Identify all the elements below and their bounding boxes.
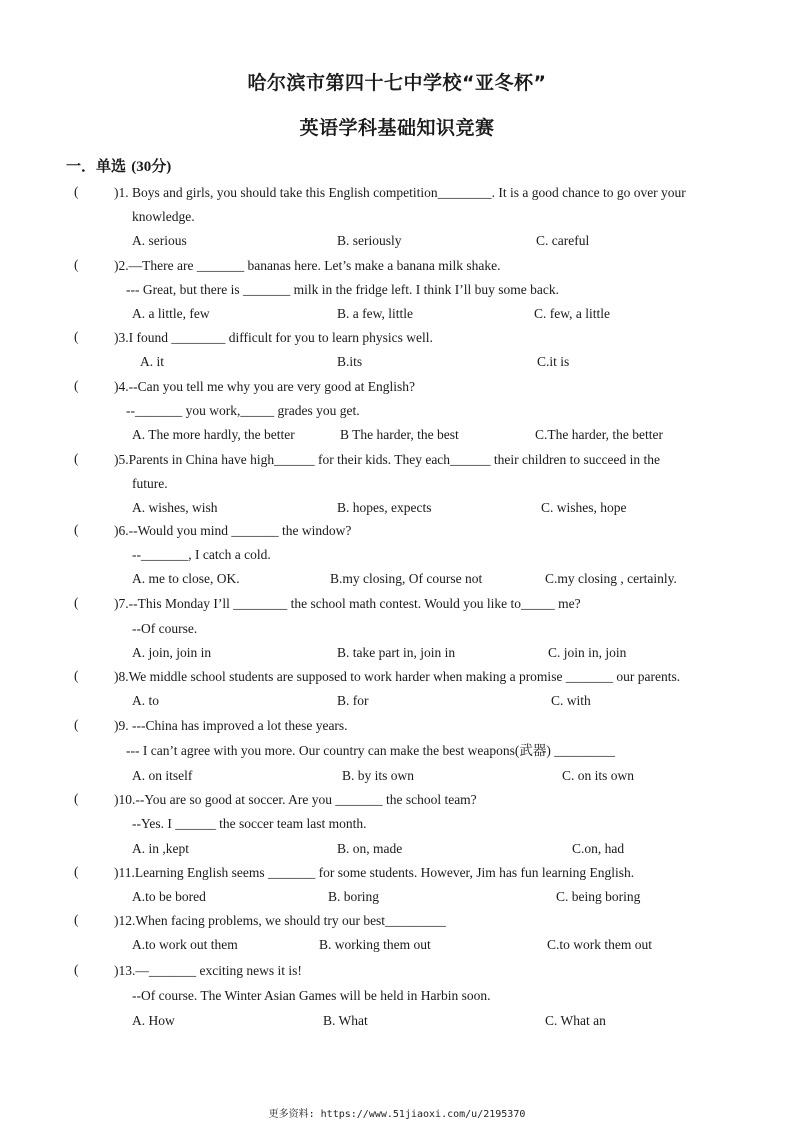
- question-12-option-c: C.to work them out: [547, 937, 652, 952]
- question-5-line-2: future.: [132, 476, 168, 491]
- answer-paren-open: (: [74, 912, 79, 927]
- question-2-line-2: --- Great, but there is _______ milk in the fridge left. I think I’ll buy some back.: [126, 282, 560, 297]
- question-13-option-b: B. What: [323, 1013, 368, 1028]
- answer-paren-open: (: [74, 329, 79, 344]
- question-8-text: )8.We middle school students are supposed to work harder when making a promise _______ our parents.: [114, 669, 681, 684]
- section-heading: [66, 155, 171, 176]
- question-5-option-a: A. wishes, wish: [132, 500, 218, 515]
- question-4-option-a: A. The more hardly, the better: [132, 427, 295, 442]
- page-title: 哈尔滨市第四十七中学校“亚冬杯”: [247, 72, 547, 94]
- question-5-option-c: C. wishes, hope: [541, 500, 627, 515]
- answer-paren-open: (: [74, 378, 79, 393]
- question-10-option-c: C.on, had: [572, 841, 625, 856]
- question-6-option-c: C.my closing , certainly.: [545, 571, 677, 586]
- question-2-text: )2.—There are _______ bananas here. Let’s make a banana milk shake.: [114, 258, 501, 273]
- question-10-line-2: --Yes. I ______ the soccer team last month.: [132, 816, 367, 831]
- question-4-option-c: C.The harder, the better: [535, 427, 664, 442]
- question-7-option-b: B. take part in, join in: [337, 645, 456, 660]
- answer-paren-open: (: [74, 717, 79, 732]
- footer-link[interactable]: 更多资料: https://www.51jiaoxi.com/u/2195370: [268, 1109, 526, 1120]
- question-2-option-a: A. a little, few: [132, 306, 210, 321]
- question-12-text: )12.When facing problems, we should try our best_________: [114, 913, 446, 928]
- question-3-option-b: B.its: [337, 354, 363, 369]
- question-12-option-b: B. working them out: [319, 937, 431, 952]
- answer-paren-open: (: [74, 595, 79, 610]
- question-11-option-a: A.to be bored: [132, 889, 206, 904]
- question-11-text: )11.Learning English seems _______ for some students. However, Jim has fun learning English.: [114, 865, 635, 880]
- question-12-option-a: A.to work out them: [132, 937, 238, 952]
- question-5-text: )5.Parents in China have high______ for their kids. They each______ their children to succeed in the: [114, 452, 660, 467]
- question-11-option-c: C. being boring: [556, 889, 641, 904]
- question-6-option-b: B.my closing, Of course not: [330, 571, 483, 586]
- question-13-line-2: --Of course. The Winter Asian Games will be held in Harbin soon.: [132, 988, 491, 1003]
- question-6-line-2: --_______, I catch a cold.: [132, 547, 271, 562]
- answer-paren-open: (: [74, 864, 79, 879]
- question-3-option-c: C.it is: [537, 354, 570, 369]
- question-1-text: )1. Boys and girls, you should take this English competition________. It is a good chance to go over your: [114, 185, 686, 200]
- answer-paren-open: (: [74, 522, 79, 537]
- question-9-option-a: A. on itself: [132, 768, 193, 783]
- question-1-option-b: B. seriously: [337, 233, 402, 248]
- section-points: (30分): [131, 159, 172, 175]
- question-13-option-a: A. How: [132, 1013, 175, 1028]
- question-4-line-2: --_______ you work,_____ grades you get.: [126, 403, 360, 418]
- answer-paren-open: (: [74, 962, 79, 977]
- question-10-text: )10.--You are so good at soccer. Are you _______ the school team?: [114, 792, 477, 807]
- question-5-option-b: B. hopes, expects: [337, 500, 432, 515]
- question-8-option-b: B. for: [337, 693, 369, 708]
- section-label: 一．单选: [66, 157, 127, 175]
- question-2-option-c: C. few, a little: [534, 306, 610, 321]
- question-9-line-2: --- I can’t agree with you more. Our country can make the best weapons(武器) _________: [126, 743, 615, 758]
- question-4-text: )4.--Can you tell me why you are very good at English?: [114, 379, 416, 394]
- question-1-line-2: knowledge.: [132, 209, 195, 224]
- question-13-option-c: C. What an: [545, 1013, 606, 1028]
- question-8-option-a: A. to: [132, 693, 159, 708]
- answer-paren-open: (: [74, 257, 79, 272]
- answer-paren-open: (: [74, 791, 79, 806]
- question-7-option-c: C. join in, join: [548, 645, 627, 660]
- question-13-text: )13.—_______ exciting news it is!: [114, 963, 302, 978]
- question-8-option-c: C. with: [551, 693, 591, 708]
- question-9-text: )9. ---China has improved a lot these years.: [114, 718, 348, 733]
- question-7-line-2: --Of course.: [132, 621, 198, 636]
- question-11-option-b: B. boring: [328, 889, 380, 904]
- question-3-option-a: A. it: [140, 354, 165, 369]
- question-6-text: )6.--Would you mind _______ the window?: [114, 523, 352, 538]
- question-1-option-c: C. careful: [536, 233, 590, 248]
- question-9-option-c: C. on its own: [562, 768, 635, 783]
- answer-paren-open: (: [74, 668, 79, 683]
- question-10-option-b: B. on, made: [337, 841, 403, 856]
- question-1-option-a: A. serious: [132, 233, 187, 248]
- question-3-text: )3.I found ________ difficult for you to learn physics well.: [114, 330, 433, 345]
- page-subtitle: 英语学科基础知识竞赛: [299, 117, 495, 139]
- question-2-option-b: B. a few, little: [337, 306, 413, 321]
- answer-paren-open: (: [74, 184, 79, 199]
- question-9-option-b: B. by its own: [342, 768, 415, 783]
- answer-paren-open: (: [74, 451, 79, 466]
- question-7-text: )7.--This Monday I’ll ________ the school math contest. Would you like to_____ me?: [114, 596, 581, 611]
- question-6-option-a: A. me to close, OK.: [132, 571, 240, 586]
- question-4-option-b: B The harder, the best: [340, 427, 459, 442]
- question-7-option-a: A. join, join in: [132, 645, 212, 660]
- question-10-option-a: A. in ,kept: [132, 841, 189, 856]
